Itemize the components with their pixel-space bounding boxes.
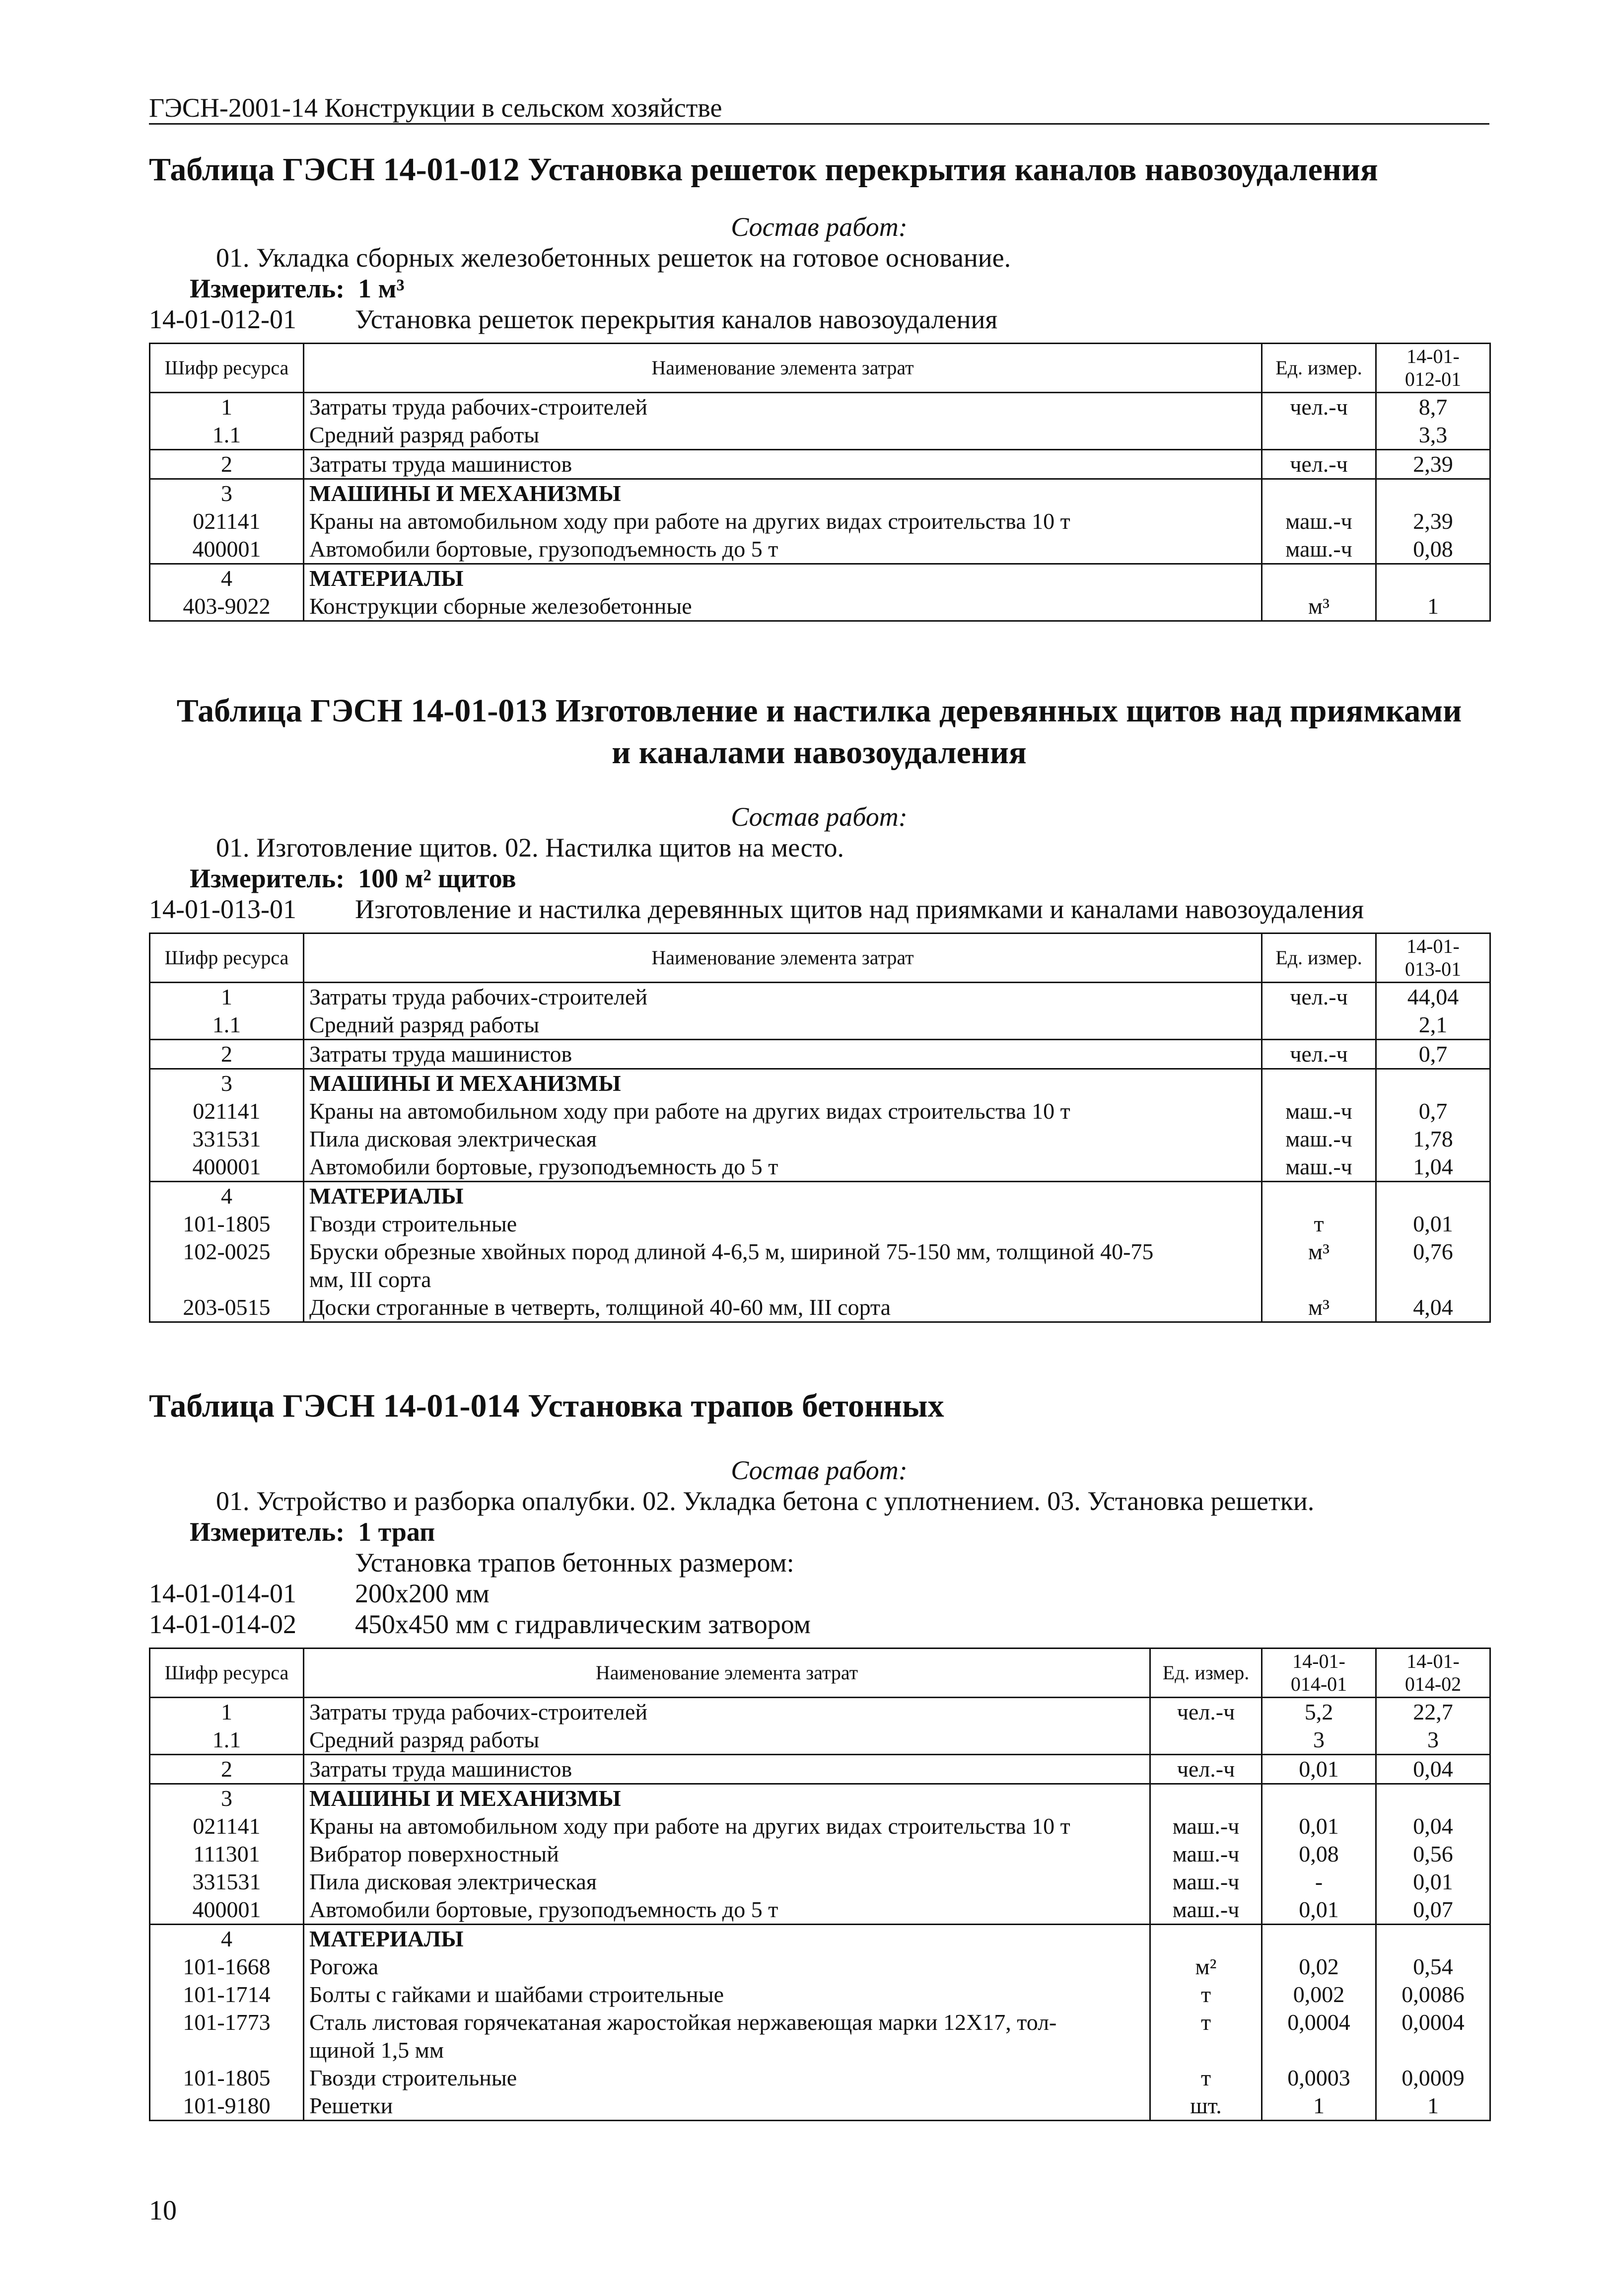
cell-name: Затраты труда рабочих-строителей: [304, 1698, 1150, 1726]
cell-code: 4: [150, 564, 304, 593]
norm-prefix-row: [149, 1547, 1489, 1578]
header-code: Шифр ресурса: [150, 933, 304, 983]
norm-code-row: [149, 1578, 1489, 1609]
title-line: Таблица ГЭСН 14-01-013 Изготовление и настилка деревянных щитов над приямками: [176, 693, 1462, 729]
cell-unit: м³: [1262, 1293, 1376, 1322]
table-row: [150, 983, 1490, 1011]
cell-value: [1376, 564, 1490, 593]
cell-code: 331531: [150, 1868, 304, 1896]
cell-name: Средний разряд работы: [304, 1011, 1262, 1040]
header-norm-code: [1262, 1649, 1376, 1698]
cell-code: 331531: [150, 1125, 304, 1153]
table-row: [150, 1925, 1490, 1953]
table-row: [150, 2064, 1490, 2092]
cell-name: МАТЕРИАЛЫ: [304, 564, 1262, 593]
cell-value: 0,08: [1376, 535, 1490, 564]
header-norm-code-line: 14-01-: [1292, 1650, 1345, 1672]
cell-unit: шт.: [1150, 2092, 1262, 2121]
cell-name: Вибратор поверхностный: [304, 1840, 1150, 1868]
title-line: Таблица ГЭСН 14-01-012 Установка решеток перекрытия каналов навозоудаления: [149, 151, 1378, 188]
header-unit: Ед. измер.: [1262, 933, 1376, 983]
table-row: [150, 2036, 1490, 2064]
table-row: [150, 2092, 1490, 2121]
cell-value: 0,01: [1376, 1210, 1490, 1238]
measure-line: [149, 1516, 1489, 1547]
norm-code: 14-01-012-01: [149, 304, 296, 334]
table-header-row: [150, 933, 1490, 983]
cost-table: [149, 343, 1491, 622]
cell-value: 0,0086: [1376, 1981, 1490, 2009]
cell-name: Сталь листовая горячекатаная жаростойкая нержавеющая марки 12Х17, тол-: [304, 2009, 1150, 2036]
table-row: [150, 1896, 1490, 1925]
cell-unit: маш.-ч: [1262, 1097, 1376, 1125]
table-row: [150, 1266, 1490, 1293]
cell-value: [1376, 1069, 1490, 1098]
cell-unit: чел.-ч: [1262, 1040, 1376, 1069]
cell-value: 0,01: [1262, 1812, 1376, 1840]
cell-name: Пила дисковая электрическая: [304, 1125, 1262, 1153]
cell-unit: маш.-ч: [1150, 1896, 1262, 1925]
cell-name: Гвозди строительные: [304, 1210, 1262, 1238]
cell-name: Бруски обрезные хвойных пород длиной 4-6,5 м, шириной 75-150 мм, толщиной 40-75: [304, 1238, 1262, 1266]
header-unit: Ед. измер.: [1262, 344, 1376, 393]
cell-unit: [1262, 564, 1376, 593]
cell-unit: [1150, 2036, 1262, 2064]
header-norm-code-line: 014-01: [1290, 1673, 1347, 1695]
cell-unit: м³: [1262, 592, 1376, 621]
cell-unit: т: [1150, 2009, 1262, 2036]
table-row: [150, 1840, 1490, 1868]
section-title: [149, 1385, 1489, 1427]
table-row: [150, 1784, 1490, 1813]
page-number: 10: [149, 2195, 177, 2226]
measure-label: Измеритель:: [190, 863, 345, 893]
cell-value: [1262, 1784, 1376, 1813]
cell-code: 400001: [150, 535, 304, 564]
header-name: Наименование элемента затрат: [304, 1649, 1150, 1698]
table-row: [150, 1097, 1490, 1125]
section-title: [149, 690, 1489, 774]
table-row: [150, 1868, 1490, 1896]
cell-code: 4: [150, 1182, 304, 1211]
cell-name: Средний разряд работы: [304, 421, 1262, 450]
header-norm-code: [1376, 344, 1490, 393]
table-row: [150, 1293, 1490, 1322]
work-description: 01. Изготовление щитов. 02. Настилка щитов на место.: [216, 833, 844, 862]
title-line: Таблица ГЭСН 14-01-014 Установка трапов бетонных: [149, 1388, 944, 1424]
table-row: [150, 1069, 1490, 1098]
cell-value: 0,02: [1262, 1953, 1376, 1981]
norm-name: 450x450 мм с гидравлическим затвором: [355, 1609, 811, 1639]
cell-name: Краны на автомобильном ходу при работе на других видах строительства 10 т: [304, 1097, 1262, 1125]
cell-value: 2,39: [1376, 450, 1490, 479]
cell-unit: т: [1150, 2064, 1262, 2092]
cell-code: 101-1773: [150, 2009, 304, 2036]
cell-unit: маш.-ч: [1150, 1868, 1262, 1896]
norm-name: Изготовление и настилка деревянных щитов над приямками и каналами навозоудаления: [355, 894, 1364, 924]
cell-code: 101-1668: [150, 1953, 304, 1981]
header-name: Наименование элемента затрат: [304, 344, 1262, 393]
cell-name: Конструкции сборные железобетонные: [304, 592, 1262, 621]
cell-code: 2: [150, 1755, 304, 1784]
cell-name: Гвозди строительные: [304, 2064, 1150, 2092]
cell-unit: чел.-ч: [1262, 450, 1376, 479]
cell-value: 2,39: [1376, 507, 1490, 535]
cell-value: 0,002: [1262, 1981, 1376, 2009]
work-description: 01. Устройство и разборка опалубки. 02. Укладка бетона с уплотнением. 03. Установка решетки.: [216, 1486, 1315, 1516]
measure-line: [149, 863, 1489, 894]
cell-unit: [1150, 1784, 1262, 1813]
table-row: [150, 1153, 1490, 1182]
cell-unit: чел.-ч: [1150, 1698, 1262, 1726]
table-row: [150, 1238, 1490, 1266]
table-row: [150, 421, 1490, 450]
cell-code: 403-9022: [150, 592, 304, 621]
header-norm-code-line: 14-01-: [1406, 1650, 1460, 1672]
work-composition-label: Состав работ:: [731, 212, 908, 242]
cell-unit: [1150, 1925, 1262, 1953]
cell-unit: маш.-ч: [1150, 1812, 1262, 1840]
cell-code: 021141: [150, 507, 304, 535]
table-row: [150, 592, 1490, 621]
cell-code: 2: [150, 450, 304, 479]
cell-code: 400001: [150, 1896, 304, 1925]
cell-value: 0,0003: [1262, 2064, 1376, 2092]
cell-code: 101-1805: [150, 2064, 304, 2092]
table-header-row: [150, 1649, 1490, 1698]
cell-value: 0,01: [1262, 1755, 1376, 1784]
cell-unit: маш.-ч: [1262, 1153, 1376, 1182]
cell-code: 1: [150, 983, 304, 1011]
cell-value: 0,04: [1376, 1755, 1490, 1784]
cell-value: 1: [1262, 2092, 1376, 2121]
cell-name: Решетки: [304, 2092, 1150, 2121]
norm-code: 14-01-014-01: [149, 1578, 296, 1608]
cell-name: Автомобили бортовые, грузоподъемность до 5 т: [304, 535, 1262, 564]
section-14-01-013: [149, 690, 1489, 1323]
cell-code: 1.1: [150, 1011, 304, 1040]
cell-name: Затраты труда машинистов: [304, 450, 1262, 479]
cell-value: 2,1: [1376, 1011, 1490, 1040]
cell-unit: маш.-ч: [1262, 1125, 1376, 1153]
table-row: [150, 1812, 1490, 1840]
measure-value: 100 м² щитов: [358, 863, 516, 893]
cell-value: [1262, 1925, 1376, 1953]
table-row: [150, 564, 1490, 593]
cell-unit: чел.-ч: [1262, 983, 1376, 1011]
cell-code: 4: [150, 1925, 304, 1953]
cell-value: 1: [1376, 592, 1490, 621]
section-14-01-014: [149, 1385, 1489, 2121]
cell-unit: [1262, 479, 1376, 508]
cell-value: 0,0009: [1376, 2064, 1490, 2092]
table-row: [150, 1011, 1490, 1040]
cell-name: МАТЕРИАЛЫ: [304, 1925, 1150, 1953]
cell-name: Автомобили бортовые, грузоподъемность до 5 т: [304, 1896, 1150, 1925]
cell-value: 0,0004: [1376, 2009, 1490, 2036]
table-row: [150, 1210, 1490, 1238]
cell-value: 0,04: [1376, 1812, 1490, 1840]
cell-name: Доски строганные в четверть, толщиной 40-60 мм, III сорта: [304, 1293, 1262, 1322]
table-row: [150, 1182, 1490, 1211]
header-unit: Ед. измер.: [1150, 1649, 1262, 1698]
section-title: [149, 149, 1489, 191]
cell-value: 0,08: [1262, 1840, 1376, 1868]
section-14-01-012: [149, 149, 1489, 622]
norm-code-row: [149, 304, 1489, 335]
cell-unit: [1262, 1069, 1376, 1098]
cell-code: 111301: [150, 1840, 304, 1868]
cell-name: МАШИНЫ И МЕХАНИЗМЫ: [304, 1784, 1150, 1813]
table-row: [150, 2009, 1490, 2036]
cell-value: [1376, 2036, 1490, 2064]
cell-code: 101-9180: [150, 2092, 304, 2121]
cell-value: 3,3: [1376, 421, 1490, 450]
cell-value: 8,7: [1376, 393, 1490, 422]
cell-unit: [1150, 1726, 1262, 1755]
cell-value: 1,78: [1376, 1125, 1490, 1153]
cell-name: МАШИНЫ И МЕХАНИЗМЫ: [304, 479, 1262, 508]
cell-value: 0,7: [1376, 1097, 1490, 1125]
cell-unit: [1262, 1182, 1376, 1211]
cell-value: [1262, 2036, 1376, 2064]
cell-value: [1376, 1266, 1490, 1293]
work-composition-label: Состав работ:: [731, 802, 908, 832]
table-row: [150, 1040, 1490, 1069]
cell-unit: т: [1262, 1210, 1376, 1238]
cell-value: 0,07: [1376, 1896, 1490, 1925]
cell-name: Болты с гайками и шайбами строительные: [304, 1981, 1150, 2009]
table-row: [150, 450, 1490, 479]
table-row: [150, 393, 1490, 422]
cell-value: [1376, 1784, 1490, 1813]
norm-code: 14-01-013-01: [149, 894, 296, 924]
norm-code: 14-01-014-02: [149, 1609, 296, 1639]
header-code: Шифр ресурса: [150, 1649, 304, 1698]
norm-code-row: [149, 1609, 1489, 1640]
cell-code: 3: [150, 1069, 304, 1098]
cell-name: МАШИНЫ И МЕХАНИЗМЫ: [304, 1069, 1262, 1098]
cell-code: [150, 1266, 304, 1293]
table-row: [150, 1125, 1490, 1153]
cell-name: Рогожа: [304, 1953, 1150, 1981]
cell-value: 22,7: [1376, 1698, 1490, 1726]
measure-label: Измеритель:: [190, 1517, 345, 1547]
cell-code: 101-1714: [150, 1981, 304, 2009]
header-norm-code: [1376, 1649, 1490, 1698]
cell-code: 021141: [150, 1097, 304, 1125]
header-norm-code-line: 012-01: [1404, 368, 1462, 390]
cell-code: 1: [150, 1698, 304, 1726]
cell-value: 0,0004: [1262, 2009, 1376, 2036]
cell-value: 0,7: [1376, 1040, 1490, 1069]
table-row: [150, 1698, 1490, 1726]
cell-code: 1: [150, 393, 304, 422]
cell-value: 3: [1376, 1726, 1490, 1755]
cell-code: 3: [150, 479, 304, 508]
cell-name: Автомобили бортовые, грузоподъемность до 5 т: [304, 1153, 1262, 1182]
cell-value: 1: [1376, 2092, 1490, 2121]
cell-code: [150, 2036, 304, 2064]
cell-value: 3: [1262, 1726, 1376, 1755]
cell-unit: маш.-ч: [1262, 535, 1376, 564]
cost-table: [149, 933, 1491, 1323]
cell-name: Затраты труда рабочих-строителей: [304, 393, 1262, 422]
norm-prefix: Установка трапов бетонных размером:: [355, 1548, 794, 1578]
cell-code: 021141: [150, 1812, 304, 1840]
cell-code: 400001: [150, 1153, 304, 1182]
cell-code: 1.1: [150, 421, 304, 450]
cell-value: 0,01: [1376, 1868, 1490, 1896]
measure-value: 1 м³: [358, 274, 405, 303]
cell-code: 1.1: [150, 1726, 304, 1755]
header-code: Шифр ресурса: [150, 344, 304, 393]
header-norm-code: [1376, 933, 1490, 983]
cell-name: Средний разряд работы: [304, 1726, 1150, 1755]
table-row: [150, 1755, 1490, 1784]
table-row: [150, 1981, 1490, 2009]
cell-name: Затраты труда машинистов: [304, 1755, 1150, 1784]
cell-value: 0,56: [1376, 1840, 1490, 1868]
cell-code: 3: [150, 1784, 304, 1813]
cell-unit: чел.-ч: [1262, 393, 1376, 422]
header-name: Наименование элемента затрат: [304, 933, 1262, 983]
cell-name: мм, III сорта: [304, 1266, 1262, 1293]
table-row: [150, 535, 1490, 564]
cell-value: [1376, 479, 1490, 508]
cell-name: Пила дисковая электрическая: [304, 1868, 1150, 1896]
cell-value: 1,04: [1376, 1153, 1490, 1182]
cell-unit: чел.-ч: [1150, 1755, 1262, 1784]
cell-value: -: [1262, 1868, 1376, 1896]
cell-unit: т: [1150, 1981, 1262, 2009]
cell-name: Краны на автомобильном ходу при работе на других видах строительства 10 т: [304, 1812, 1150, 1840]
cell-code: 102-0025: [150, 1238, 304, 1266]
cell-name: МАТЕРИАЛЫ: [304, 1182, 1262, 1211]
cell-unit: м²: [1150, 1953, 1262, 1981]
measure-line: [149, 273, 1489, 304]
cell-name: Затраты труда машинистов: [304, 1040, 1262, 1069]
cell-value: 0,54: [1376, 1953, 1490, 1981]
cell-value: [1376, 1182, 1490, 1211]
cell-code: 101-1805: [150, 1210, 304, 1238]
cell-name: щиной 1,5 мм: [304, 2036, 1150, 2064]
norm-code-row: [149, 894, 1489, 925]
title-line: и каналами навозоудаления: [612, 734, 1027, 771]
cell-value: 0,76: [1376, 1238, 1490, 1266]
table-row: [150, 479, 1490, 508]
cell-unit: [1262, 421, 1376, 450]
cell-unit: [1262, 1011, 1376, 1040]
norm-name: Установка решеток перекрытия каналов навозоудаления: [355, 304, 998, 334]
cell-value: 4,04: [1376, 1293, 1490, 1322]
table-row: [150, 1953, 1490, 1981]
measure-value: 1 трап: [358, 1517, 435, 1547]
cell-name: Затраты труда рабочих-строителей: [304, 983, 1262, 1011]
cell-code: 2: [150, 1040, 304, 1069]
header-norm-code-line: 14-01-: [1406, 345, 1460, 367]
cell-code: 203-0515: [150, 1293, 304, 1322]
norm-name: 200x200 мм: [355, 1578, 490, 1608]
header-norm-code-line: 014-02: [1404, 1673, 1462, 1695]
cell-unit: маш.-ч: [1262, 507, 1376, 535]
table-row: [150, 507, 1490, 535]
cell-name: Краны на автомобильном ходу при работе на других видах строительства 10 т: [304, 507, 1262, 535]
cell-value: [1376, 1925, 1490, 1953]
header-rule: [149, 123, 1489, 125]
cell-value: 0,01: [1262, 1896, 1376, 1925]
work-composition-label: Состав работ:: [731, 1455, 908, 1485]
table-row: [150, 1726, 1490, 1755]
running-header: ГЭСН-2001-14 Конструкции в сельском хозяйстве: [149, 93, 722, 123]
header-norm-code-line: 14-01-: [1406, 935, 1460, 957]
cell-unit: маш.-ч: [1150, 1840, 1262, 1868]
table-header-row: [150, 344, 1490, 393]
cell-value: 44,04: [1376, 983, 1490, 1011]
measure-label: Измеритель:: [190, 274, 345, 303]
cell-value: 5,2: [1262, 1698, 1376, 1726]
header-norm-code-line: 013-01: [1404, 958, 1462, 980]
cell-unit: [1262, 1266, 1376, 1293]
cost-table: [149, 1648, 1491, 2121]
cell-unit: м³: [1262, 1238, 1376, 1266]
work-description: 01. Укладка сборных железобетонных решеток на готовое основание.: [216, 243, 1011, 273]
